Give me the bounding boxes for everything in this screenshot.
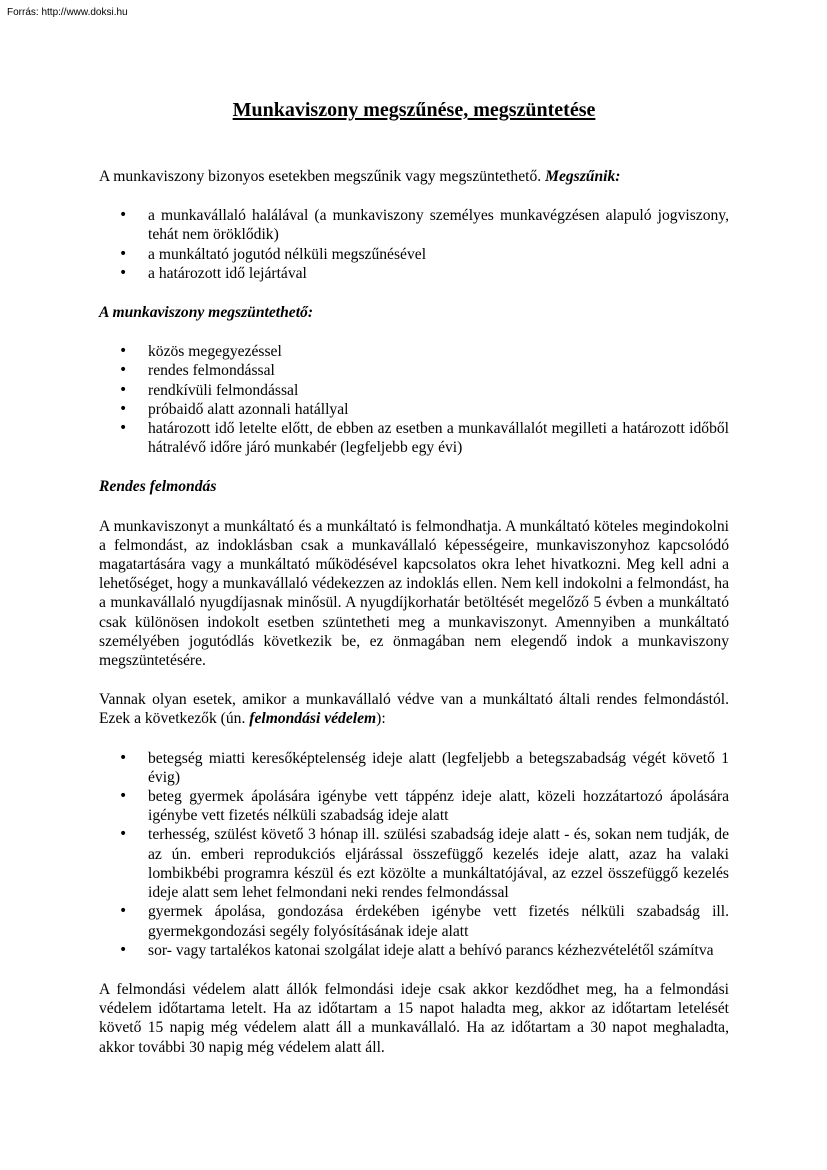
list-item: • közös megegyezéssel	[99, 342, 729, 361]
list-item: • rendkívüli felmondással	[99, 381, 729, 400]
intro-text: A munkaviszony bizonyos esetekben megszűnik vagy megszüntethető.	[99, 168, 542, 185]
paragraph-protection-intro	[99, 690, 729, 728]
paragraph-text: ):	[376, 710, 386, 728]
list-item: • beteg gyermek ápolására igénybe vett táppénz ideje alatt, közeli hozzátartozó ápolására igénybe vett fizetés nélküli szabadság ideje alatt	[99, 787, 729, 825]
section-heading-ordinary-notice: Rendes felmondás	[99, 478, 217, 496]
paragraph-text: Vannak olyan esetek, amikor a munkavállaló védve van a munkáltató általi rendes felmondástól. Ezek a következők (ún.	[99, 691, 729, 728]
paragraph-emphasis: felmondási védelem	[249, 710, 377, 728]
paragraph-ordinary-notice: A munkaviszonyt a munkáltató és a munkáltató is felmondhatja. A munkáltató köteles megindokolni a felmondást, az indoklásban csak a munkavállaló képességeire, munkaviszonyhoz kapcsolódó magatartására vagy a munkáltató működésével kapcsolatos okra lehet hivatkozni. Meg kell adni a lehetőséget, hogy a munkavállaló védekezzen az indoklás ellen. Nem kell indokolni a felmondást, ha a munkavállaló nyugdíjasnak minősül. A nyugdíjkorhatár betöltését megelőző 5 évben a munkáltató csak különösen indokolt esetben szüntetheti meg a munkaviszonyt. Amennyiben a munkáltató személyében jogutódlás következik be, ez önmagában nem elegendő indok a munkaviszony megszüntetésére.	[99, 517, 729, 670]
paragraph-protection-duration: A felmondási védelem alatt állók felmondási ideje csak akkor kezdődhet meg, ha a felmondási védelem időtartama letelt. Ha az időtartam a 15 napot haladta meg, akkor az időtartam letelését követő 15 napig még védelem alatt áll a munkavállaló. Ha az időtartam a 30 napot meghaladta, akkor további 30 napig még védelem alatt áll.	[99, 980, 729, 1056]
list-item: • határozott idő letelte előtt, de ebben az esetben a munkavállalót megilleti a határozott időből hátralévő időre járó munkabér (legfeljebb egy évi)	[99, 419, 729, 457]
list-item: • próbaidő alatt azonnali hatállyal	[99, 400, 729, 419]
list-item: • gyermek ápolása, gondozása érdekében igénybe vett fizetés nélküli szabadság ill. gyermekgondozási segély folyósításának ideje alatt	[99, 902, 729, 940]
list-item: • terhesség, szülést követő 3 hónap ill. szülési szabadság ideje alatt - és, sokan nem tudják, de az ún. emberi reprodukciós eljárással összefüggő kezelés ideje alatt, azaz ha valaki lombikbébi programra készül és ezt közölte a munkáltatójával, az ezzel összefüggő kezelés ideje alatt sem lehet felmondani neki rendes felmondással	[99, 825, 729, 902]
protection-list	[99, 749, 729, 960]
list-item: • betegség miatti keresőképtelenség ideje alatt (legfeljebb a betegszabadság végét követő 1 évig)	[99, 749, 729, 787]
list-item: • a határozott idő lejártával	[99, 264, 729, 283]
section-heading-dissolution: A munkaviszony megszüntethető:	[99, 304, 314, 322]
list-item: • sor- vagy tartalékos katonai szolgálat ideje alatt a behívó parancs kézhezvételétől számítva	[99, 941, 729, 960]
termination-list	[99, 206, 729, 283]
page-title: Munkaviszony megszűnése, megszüntetése	[232, 99, 596, 121]
intro-paragraph	[99, 167, 729, 186]
intro-emphasis: Megszűnik:	[545, 168, 621, 185]
list-item: • a munkáltató jogutód nélküli megszűnésével	[99, 245, 729, 264]
document-page	[99, 97, 729, 1057]
list-item: • rendes felmondással	[99, 361, 729, 380]
dissolution-list	[99, 342, 729, 457]
list-item: • a munkavállaló halálával (a munkaviszony személyes munkavégzésen alapuló jogviszony, tehát nem öröklődik)	[99, 206, 729, 244]
source-note: Forrás: http://www.doksi.hu	[7, 7, 128, 18]
